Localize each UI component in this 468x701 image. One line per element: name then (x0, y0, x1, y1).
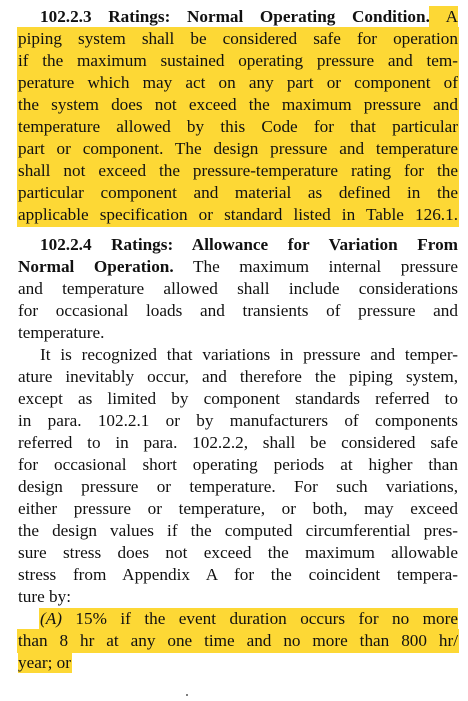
section-102-2-3-line-3: if the maximum sustained operating pressure and tem- (18, 51, 458, 70)
item-a-line-3-text: year; or (18, 653, 71, 672)
section-102-2-4-heading-line-2: Normal Operation. (18, 257, 174, 276)
paragraph-line-7: design pressure or temperature. For such variations, (18, 477, 458, 496)
highlighted-text: A (429, 7, 458, 26)
section-102-2-3-line-8: shall not exceed the pressure-temperature rating for the (18, 161, 458, 180)
item-a-line-3 (18, 652, 458, 674)
item-a-line-2: than 8 hr at any one time and no more than 800 hr/ (18, 631, 458, 650)
section-102-2-3-line-6: temperature allowed by this Code for that particular (18, 117, 458, 136)
paragraph-line-4: in para. 102.2.1 or by manufacturers of components (18, 411, 458, 430)
item-a-text: 15% if the event duration occurs for no more (61, 609, 458, 628)
section-102-2-3-line-5: the system does not exceed the maximum pressure and (18, 95, 458, 114)
section-102-2-3-heading: 102.2.3 Ratings: Normal Operating Condition. (40, 7, 430, 26)
paragraph-line-11: stress from Appendix A for the coincident tempera- (18, 565, 458, 584)
paragraph-line-6: for occasional short operating periods at higher than (18, 455, 458, 474)
paragraph-line-9: the design values if the computed circumferential pres- (18, 521, 458, 540)
section-102-2-4-line-2: and temperature allowed shall include considerations (18, 279, 458, 298)
item-a-label: (A) (40, 609, 62, 628)
section-102-2-3-line-9: particular component and material as defined in the (18, 183, 458, 202)
section-102-2-4-line-1 (18, 256, 458, 278)
paragraph-line-10: sure stress does not exceed the maximum allowable (18, 543, 458, 562)
paragraph-line-8: either pressure or temperature, or both, may exceed (18, 499, 458, 518)
section-102-2-3-line-1 (18, 6, 458, 28)
item-a-line-1 (18, 608, 458, 630)
section-102-2-4-heading-line-1: 102.2.4 Ratings: Allowance for Variation From (40, 235, 458, 254)
section-102-2-4-text: The maximum internal pressure (173, 257, 458, 276)
section-102-2-3-line-2: piping system shall be considered safe for operation (18, 29, 458, 48)
item-a-highlight (40, 609, 458, 628)
paragraph-line-5: referred to in para. 102.2.2, shall be considered safe (18, 433, 458, 452)
paragraph-line-1: It is recognized that variations in pressure and temper- (40, 345, 458, 364)
stray-mark (186, 694, 188, 696)
paragraph-line-12: ture by: (18, 587, 71, 606)
section-102-2-3-line-4: perature which may act on any part or component of (18, 73, 458, 92)
section-102-2-3-line-10: applicable specification or standard listed in Table 126.1. (18, 205, 458, 224)
section-102-2-3-line-7: part or component. The design pressure and temperature (18, 139, 458, 158)
paragraph-line-3: except as limited by component standards referred to (18, 389, 458, 408)
paragraph-line-2: ature inevitably occur, and therefore the piping system, (18, 367, 458, 386)
section-102-2-4-line-4: temperature. (18, 323, 105, 342)
section-102-2-4-line-3: for occasional loads and transients of pressure and (18, 301, 458, 320)
document-page (18, 6, 458, 674)
